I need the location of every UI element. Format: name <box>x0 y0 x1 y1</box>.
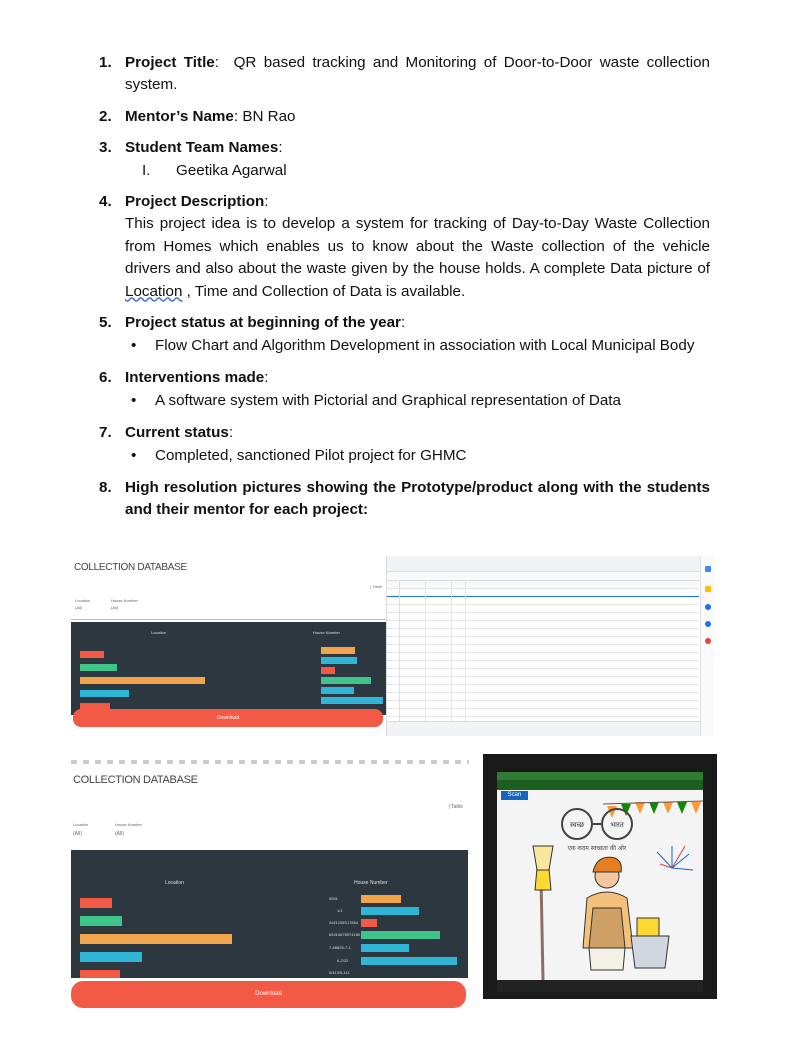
bar <box>321 697 383 704</box>
roman-numeral: I. <box>142 161 151 179</box>
bar <box>80 651 104 658</box>
bar <box>361 895 401 903</box>
bar <box>80 916 122 926</box>
divider <box>71 619 386 620</box>
item-label: Mentor’s Name <box>125 107 234 125</box>
student-name: Geetika Agarwal <box>176 161 287 179</box>
download-button[interactable]: Download <box>71 981 466 1008</box>
app-bar <box>497 780 703 790</box>
bar <box>321 687 354 694</box>
item-number: 4. <box>99 193 112 211</box>
bar <box>361 957 457 965</box>
chart-panel: Location House Number 5551 1/1 2d11205S17884 65215678974180 7-88825-7-1 6-2/22 6/413/5-111 <box>71 850 468 978</box>
contacts-icon[interactable] <box>705 621 711 627</box>
item-label: Project Title <box>125 54 215 71</box>
item-student-team: 3. Student Team Names: I. Geetika Agarwal <box>99 137 710 182</box>
chart-panel: Location House Number <box>71 622 386 715</box>
bar <box>80 952 142 962</box>
bar <box>80 677 205 684</box>
dashboard-screenshot-2: COLLECTION DATABASE | Table Location (All) House Number (All) Location House Number 5551 1/1 2d11205S17884 65215678974180 7-88825-7-1 6-2/22 6/413/5-111 Download <box>71 754 469 1016</box>
item-label: Interventions made <box>125 368 265 386</box>
bullet-item: • A software system with Pictorial and Graphical representation of Data <box>131 392 621 410</box>
house-filter: (All) <box>115 831 124 837</box>
location-filter: (All) <box>73 831 82 837</box>
side-panel <box>700 556 714 736</box>
project-title-text: QR based tracking and Monitoring of Door-to-Door waste collection system. <box>125 54 715 94</box>
item-description: 4. Project Description: This project idea is to develop a system for tracking of Day-to-Day Waste Collection from Homes which enables us to know about the Waste collection of the vehicle drivers and also about the waste given by the house holds. A complete Data picture of Location , Time and Collection of Data is available. <box>99 191 710 303</box>
item-label: Project Description <box>125 193 265 211</box>
spreadsheet-toolbar <box>387 556 714 572</box>
bar <box>321 667 335 674</box>
phone-screen <box>497 772 703 980</box>
item-label: Current status <box>125 423 229 441</box>
table-toggle: | Table <box>448 804 463 810</box>
formula-bar <box>387 572 714 581</box>
calendar-icon[interactable] <box>705 566 711 572</box>
item-mentor: 2. Mentor’s Name: BN Rao <box>99 106 710 128</box>
bar <box>361 919 377 927</box>
bar <box>80 970 120 978</box>
location-filter: (All) <box>75 605 83 610</box>
item-number: 8. <box>99 478 112 496</box>
location-word: Location <box>125 282 183 300</box>
project-document <box>99 52 715 530</box>
student-entry <box>99 160 710 182</box>
table-toggle: | Table <box>370 584 382 589</box>
bar <box>80 690 129 697</box>
item-label: High resolution pictures showing the Prototype/product along with the students and their mentor for each project: <box>125 478 710 518</box>
dashboard-title: COLLECTION DATABASE <box>74 562 187 573</box>
bar <box>80 934 232 944</box>
spreadsheet-screenshot <box>386 556 714 736</box>
item-pictures <box>99 477 710 522</box>
item-number: 6. <box>99 368 112 386</box>
top-border <box>71 760 469 764</box>
mentor-name: BN Rao <box>238 107 296 125</box>
download-button[interactable]: Download <box>73 709 383 727</box>
keep-icon[interactable] <box>705 586 711 592</box>
bar <box>321 677 371 684</box>
tasks-icon[interactable] <box>705 604 711 610</box>
house-filter: (All) <box>111 605 119 610</box>
item-number: 1. <box>99 54 112 71</box>
bar <box>361 931 440 939</box>
item-number: 2. <box>99 107 112 125</box>
item-status-begin: 5. Project status at beginning of the year: • Flow Chart and Algorithm Development in association with Local Municipal Body <box>99 312 710 358</box>
bullet-item: • Flow Chart and Algorithm Development in association with Local Municipal Body <box>131 337 695 355</box>
phone-nav-bar <box>497 980 703 992</box>
bar <box>80 664 117 671</box>
bar <box>361 944 409 952</box>
dashboard-title: COLLECTION DATABASE <box>73 774 198 786</box>
item-interventions: 6. Interventions made: • A software system with Pictorial and Graphical representation of Data <box>99 367 710 413</box>
item-number: 7. <box>99 423 112 441</box>
item-label: Project status at beginning of the year <box>125 314 401 332</box>
bar <box>361 907 419 915</box>
sheet-tabs[interactable] <box>387 721 714 736</box>
svg-text:भारत: भारत <box>610 821 624 829</box>
phone-photo <box>483 754 717 999</box>
maps-icon[interactable] <box>705 638 711 644</box>
item-project-title: 1. Project Title: QR based tracking and Monitoring of Door-to-Door waste collection system. <box>99 54 715 94</box>
item-number: 3. <box>99 139 112 157</box>
item-current-status: 7. Current status: • Completed, sanctioned Pilot project for GHMC <box>99 422 710 468</box>
bar <box>80 898 112 908</box>
spreadsheet-grid <box>387 581 699 721</box>
bar <box>321 657 357 664</box>
dashboard-screenshot-1: COLLECTION DATABASE | Table Location (All) House Number (All) Location House Number Download <box>71 556 386 736</box>
svg-text:स्वच्छ: स्वच्छ <box>569 821 585 829</box>
bar <box>321 647 355 654</box>
description-paragraph: This project idea is to develop a system for tracking of Day-to-Day Waste Collection from Homes which enables us to know about the Waste collection of the vehicle drivers and also about the waste given by the house holds. A complete Data picture of Location , Time and Collection of Data is available. <box>125 215 710 300</box>
svg-text:एक कदम स्वच्छता की ओर: एक कदम स्वच्छता की ओर <box>567 845 627 852</box>
scan-button[interactable]: Scan <box>501 791 528 800</box>
swachh-bharat-poster <box>497 798 703 980</box>
item-number: 5. <box>99 314 112 332</box>
bullet-item: • Completed, sanctioned Pilot project for GHMC <box>131 447 467 465</box>
item-label: Student Team Names <box>125 139 279 157</box>
status-bar <box>497 772 703 780</box>
